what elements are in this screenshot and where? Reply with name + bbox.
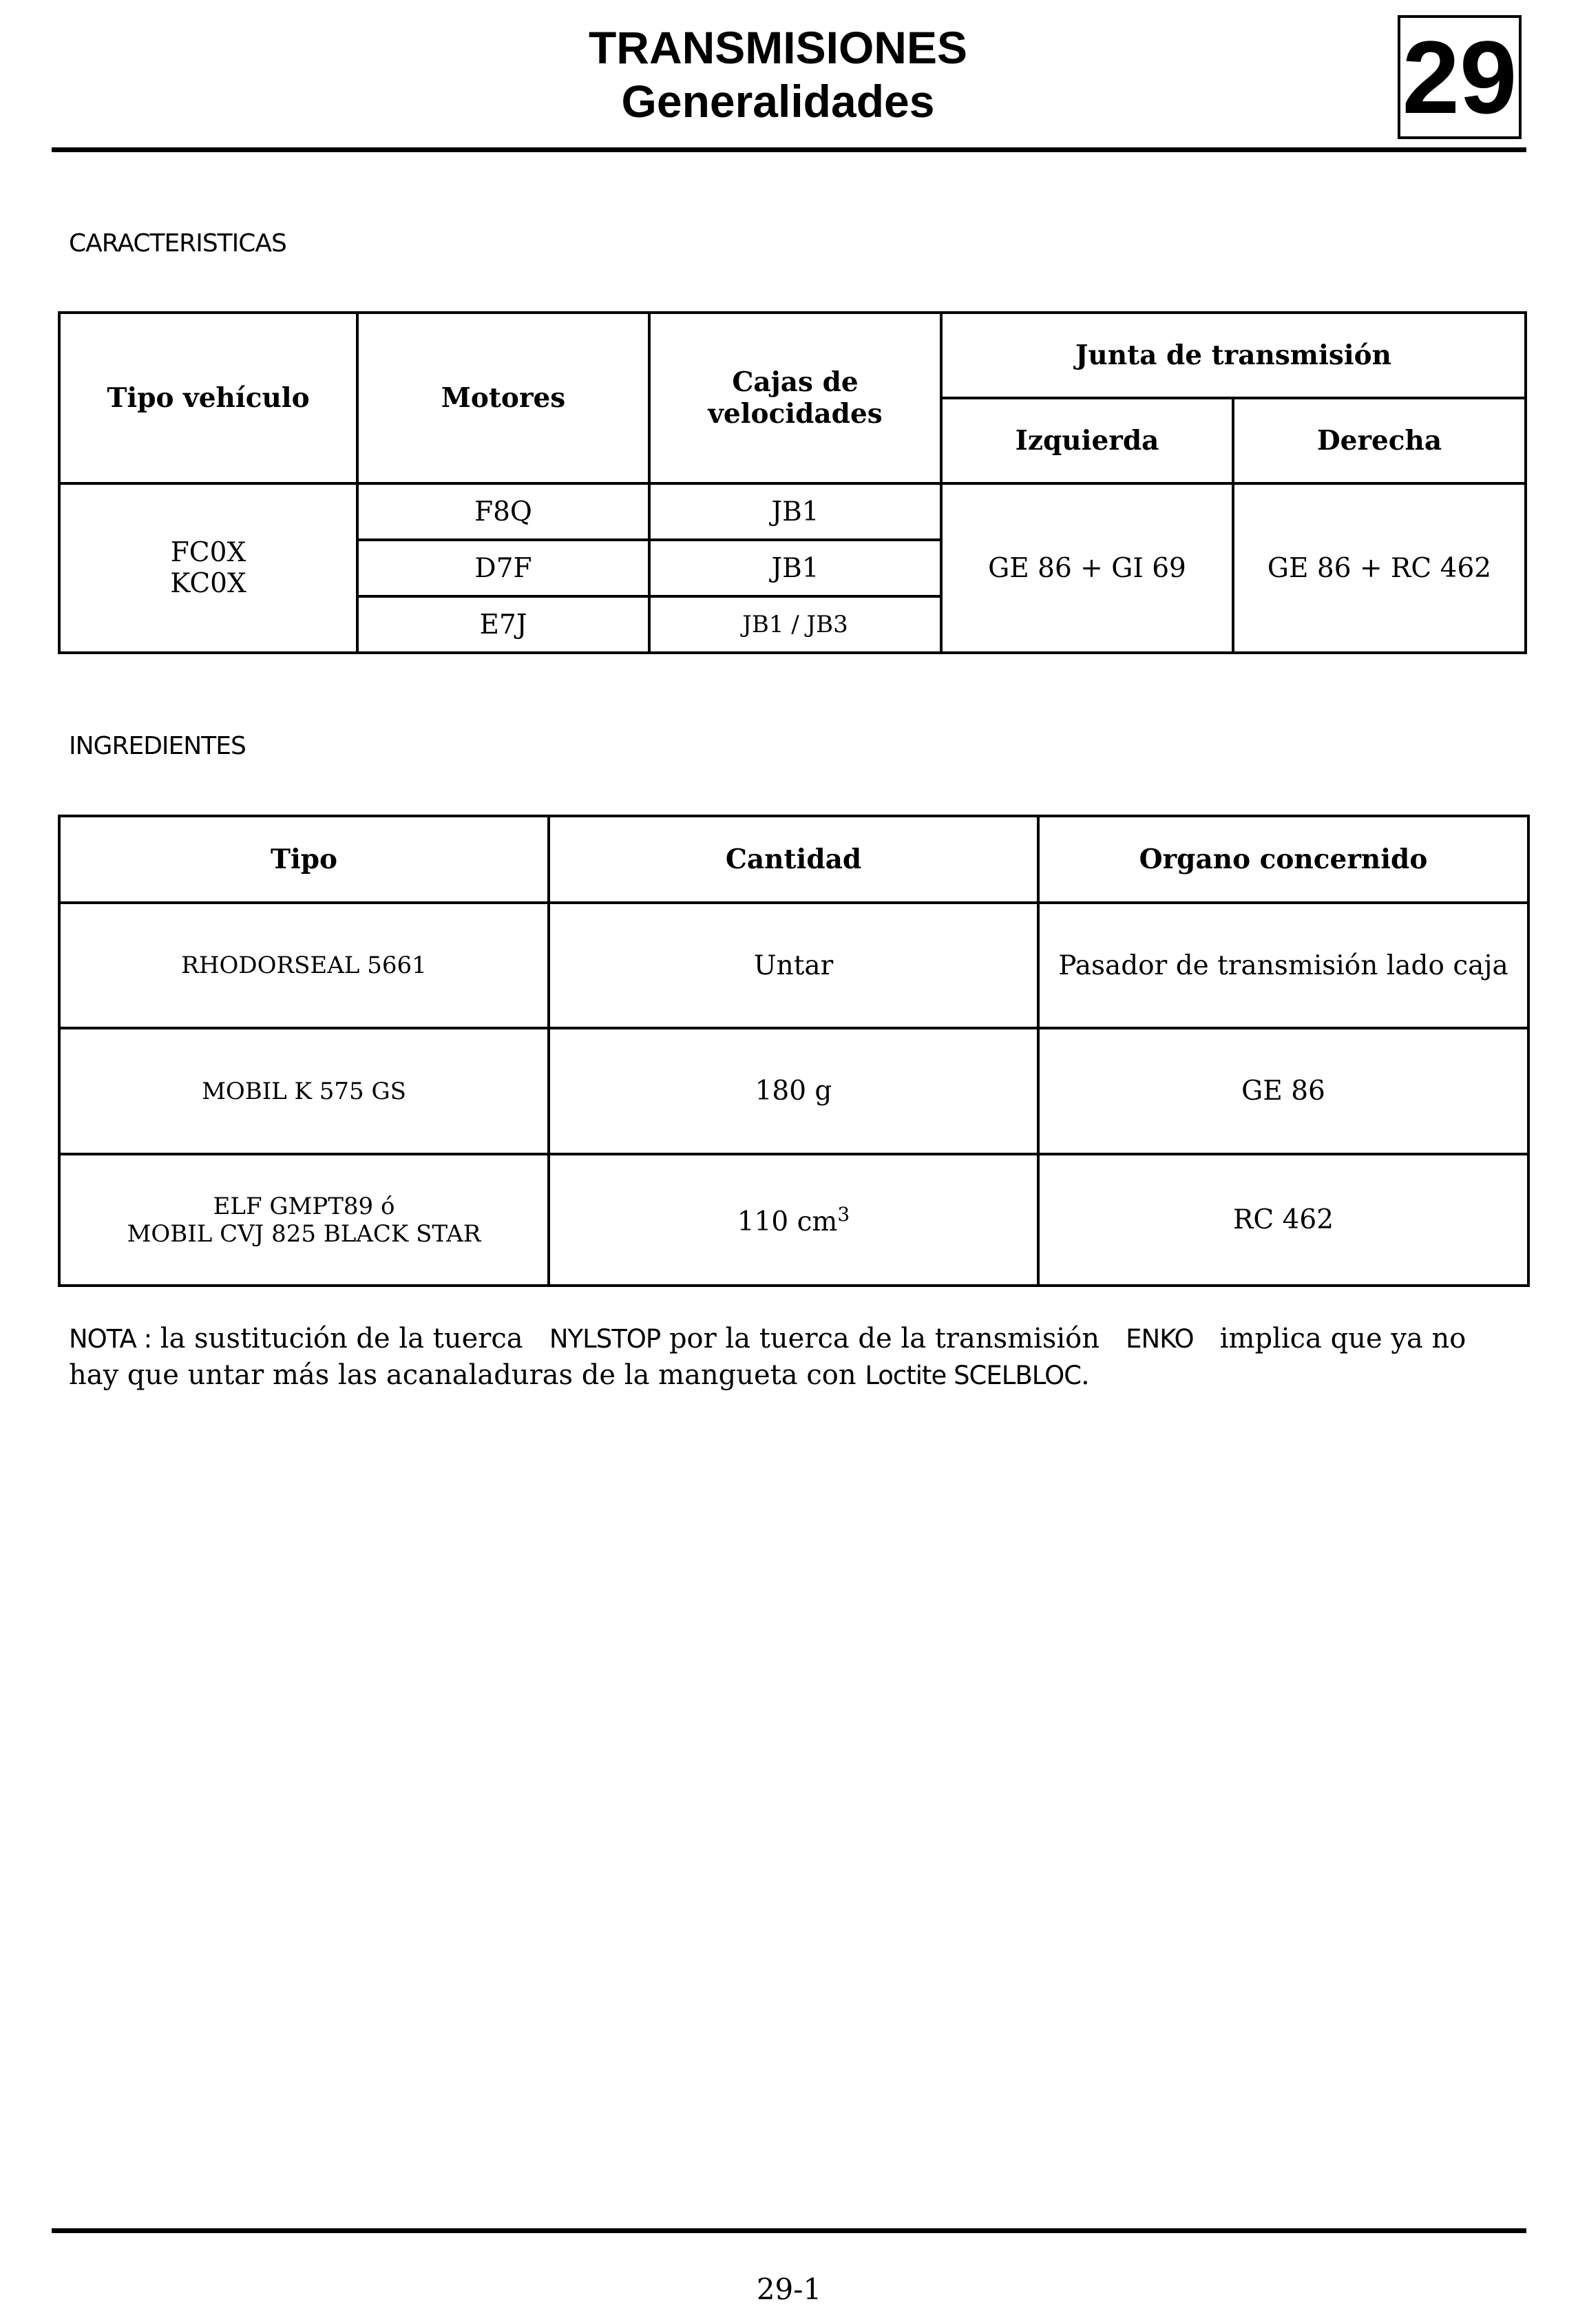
note-text-1: la sustitución de la tuerca bbox=[160, 1323, 523, 1354]
motor-cell: E7J bbox=[357, 596, 649, 653]
cantidad-superscript: 3 bbox=[837, 1202, 850, 1226]
header-izquierda: Izquierda bbox=[941, 398, 1233, 483]
page-number: 29-1 bbox=[756, 2272, 822, 2306]
note-label: NOTA : bbox=[69, 1324, 152, 1354]
note-text-2: por la tuerca de la transmisión bbox=[669, 1323, 1100, 1354]
organo-cell: Pasador de transmisión lado caja bbox=[1038, 903, 1528, 1028]
ingredientes-table bbox=[58, 815, 1530, 1287]
header-organo: Organo concernido bbox=[1038, 816, 1528, 903]
tipo-cell: RHODORSEAL 5661 bbox=[59, 903, 549, 1028]
derecha-cell: GE 86 + RC 462 bbox=[1233, 483, 1526, 653]
table-row bbox=[59, 903, 1528, 1028]
cantidad-cell: 180 g bbox=[549, 1028, 1038, 1154]
table-row bbox=[59, 483, 1526, 540]
caja-cell: JB1 bbox=[649, 483, 941, 540]
header-cantidad: Cantidad bbox=[549, 816, 1038, 903]
vehicle-cell bbox=[59, 483, 357, 653]
title-line-1: TRANSMISIONES bbox=[588, 22, 968, 73]
vehicle-line-1: FC0X bbox=[170, 537, 246, 568]
note-keyword-nylstop: NYLSTOP bbox=[549, 1324, 661, 1354]
organo-cell: RC 462 bbox=[1038, 1154, 1528, 1286]
section-heading-ingredientes: INGREDIENTES bbox=[69, 732, 246, 760]
header-derecha: Derecha bbox=[1233, 398, 1526, 483]
note-text-4: . bbox=[1081, 1359, 1090, 1391]
caja-cell: JB1 bbox=[649, 540, 941, 596]
motor-cell: D7F bbox=[357, 540, 649, 596]
footer-rule bbox=[52, 2228, 1526, 2233]
cantidad-cell: Untar bbox=[549, 903, 1038, 1028]
vehicle-line-2: KC0X bbox=[170, 568, 246, 599]
chapter-number-box: 29 bbox=[1398, 15, 1522, 139]
motor-cell: F8Q bbox=[357, 483, 649, 540]
page-title bbox=[0, 21, 1556, 128]
caracteristicas-table bbox=[58, 311, 1527, 654]
cantidad-cell bbox=[549, 1154, 1038, 1286]
header-junta: Junta de transmisión bbox=[941, 313, 1526, 398]
tipo-line-2: MOBIL CVJ 825 BLACK STAR bbox=[127, 1219, 481, 1248]
header-tipo-vehiculo: Tipo vehículo bbox=[59, 313, 357, 483]
organo-cell: GE 86 bbox=[1038, 1028, 1528, 1154]
tipo-cell: MOBIL K 575 GS bbox=[59, 1028, 549, 1154]
note-text-3: implica que ya no hay que untar más las acanaladuras de la mangueta con bbox=[69, 1323, 1466, 1391]
note-keyword-loctite: Loctite SCELBLOC bbox=[865, 1361, 1082, 1390]
cantidad-value: 110 cm bbox=[737, 1206, 838, 1237]
caja-cell: JB1 / JB3 bbox=[649, 596, 941, 653]
header-tipo: Tipo bbox=[59, 816, 549, 903]
header-rule bbox=[52, 147, 1526, 152]
section-heading-caracteristicas: CARACTERISTICAS bbox=[69, 229, 286, 258]
izquierda-cell: GE 86 + GI 69 bbox=[941, 483, 1233, 653]
table-row bbox=[59, 1154, 1528, 1286]
title-line-2: Generalidades bbox=[621, 76, 935, 127]
table-row bbox=[59, 1028, 1528, 1154]
header-motores: Motores bbox=[357, 313, 649, 483]
tipo-cell bbox=[59, 1154, 549, 1286]
tipo-line-1: ELF GMPT89 ó bbox=[213, 1192, 395, 1220]
header-cajas: Cajas de velocidades bbox=[649, 313, 941, 483]
note-keyword-enko: ENKO bbox=[1126, 1324, 1194, 1354]
note-paragraph bbox=[69, 1321, 1515, 1394]
